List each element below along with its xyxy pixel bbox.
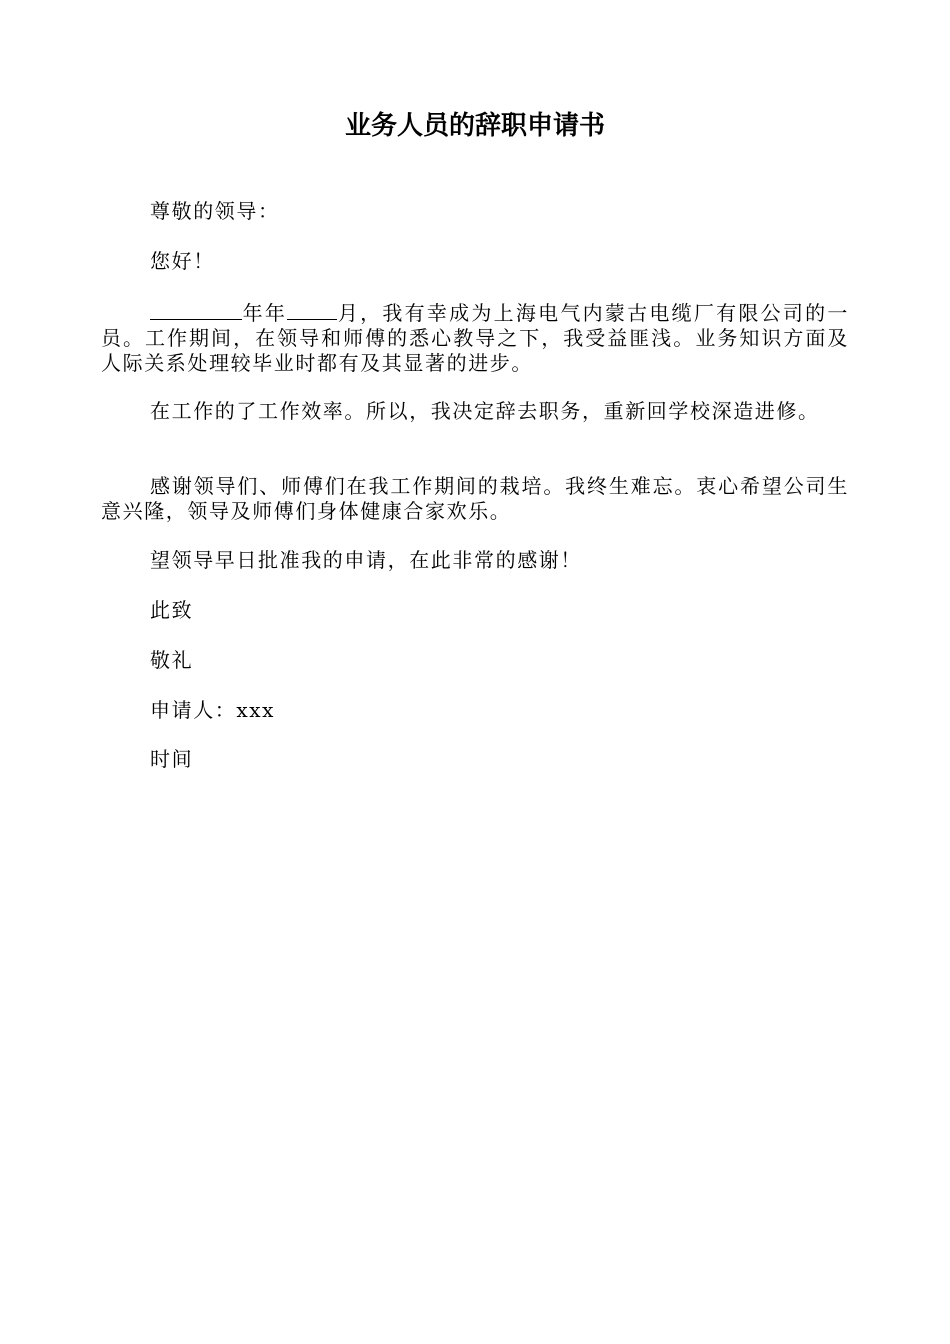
paragraph-employment-year: 年年 [242, 301, 288, 325]
closing-salute: 敬礼 [150, 648, 194, 672]
document-title: 业务人员的辞职申请书 [344, 111, 605, 141]
closing-regards: 此致 [150, 598, 194, 622]
letter-body [101, 0, 849, 1344]
paragraph-resignation-reason: 在工作的了工作效率。所以，我决定辞去职务，重新回学校深造进修。 [150, 399, 820, 423]
paragraph-thanks: 感谢领导们、师傅们在我工作期间的栽培。我终生难忘。衷心希望公司生意兴隆，领导及师傅们身体健康合家欢乐。 [101, 474, 849, 523]
applicant-signature: 申请人：xxx [150, 698, 276, 722]
date-blank-year [150, 299, 242, 320]
date-blank-month [287, 299, 337, 320]
paragraph-employment-text: 月，我有幸成为上海电气内蒙古电缆厂有限公司的一员。工作期间，在领导和师傅的悉心教导之下，我受益匪浅。业务知识方面及人际关系处理较毕业时都有及其显著的进步。 [101, 301, 849, 375]
greeting: 您好！ [150, 249, 215, 273]
paragraph-request: 望领导早日批准我的申请，在此非常的感谢！ [150, 548, 582, 572]
date-line: 时间 [150, 747, 194, 771]
paragraph-employment [101, 299, 849, 376]
salutation: 尊敬的领导： [150, 199, 280, 223]
